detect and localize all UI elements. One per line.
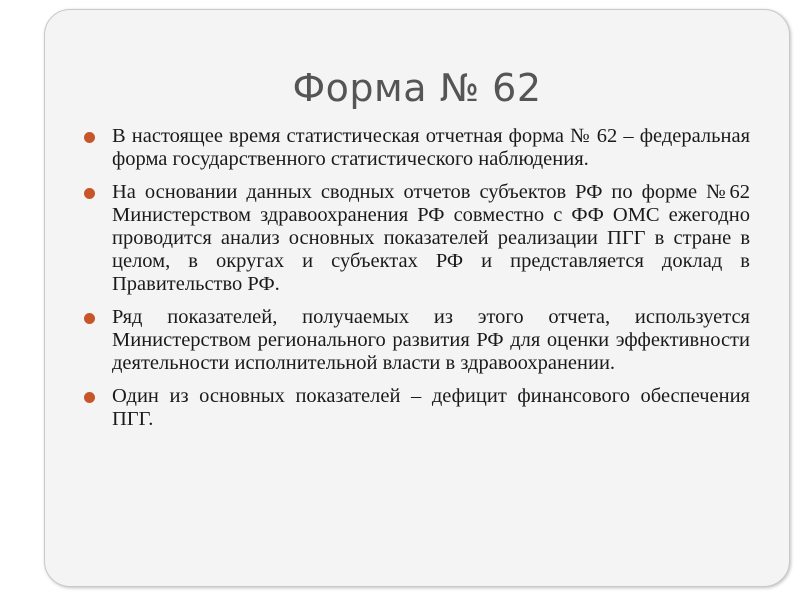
bullet-dot-icon: [84, 313, 95, 324]
bullet-dot-icon: [84, 188, 95, 199]
bullet-list: [82, 125, 750, 441]
bullet-text-4: Один из основных показателей – дефицит финансового обеспечения ПГГ.: [112, 385, 750, 430]
bullet-item-3: [82, 306, 750, 375]
bullet-item-1: [82, 125, 750, 171]
bullet-text-3: Ряд показателей, получаемых из этого отчета, используется Министерством регионального развития РФ для оценки эффективности деятельности исполнительной власти в здравоохранении.: [112, 306, 750, 374]
bullet-dot-icon: [84, 392, 95, 403]
bullet-dot-icon: [84, 132, 95, 143]
slide-title: Форма № 62: [292, 66, 542, 110]
bullet-item-4: [82, 385, 750, 431]
bullet-text-2: На основании данных сводных отчетов субъектов РФ по форме №62 Министерством здравоохранения РФ совместно с ФФ ОМС ежегодно проводится анализ основных показателей реализации ПГГ в стране в целом, в округах и субъектах РФ и представляется доклад в Правительство РФ.: [112, 181, 750, 295]
bullet-text-1: В настоящее время статистическая отчетная форма № 62 – федеральная форма государственного статистического наблюдения.: [112, 125, 750, 170]
bullet-item-2: [82, 181, 750, 296]
